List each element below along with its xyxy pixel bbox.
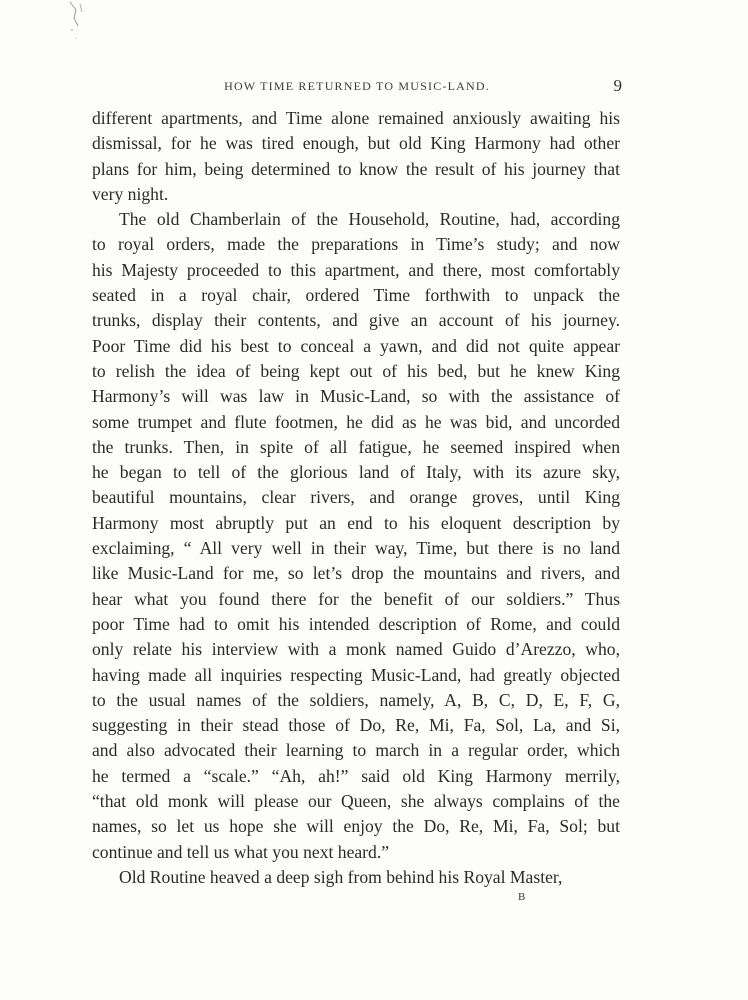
- running-head: [92, 76, 622, 96]
- text-line: Harmony’s will was law in Music-Land, so with the assistance of: [92, 386, 620, 407]
- text-line: beautiful mountains, clear rivers, and orange groves, until King: [92, 487, 620, 508]
- text-line: he began to tell of the glorious land of Italy, with its azure sky,: [92, 462, 620, 483]
- text-line: the trunks. Then, in spite of all fatigue, he seemed inspired when: [92, 436, 620, 457]
- text-line: having made all inquiries respecting Music-Land, had greatly objected: [92, 664, 620, 685]
- text-line: Poor Time did his best to conceal a yawn, and did not quite appear: [92, 335, 620, 356]
- text-line: only relate his interview with a monk named Guido d’Arezzo, who,: [92, 639, 620, 660]
- text-line: very night.: [92, 183, 169, 204]
- text-line: poor Time had to omit his intended description of Rome, and could: [92, 613, 620, 634]
- paragraph: [92, 106, 620, 207]
- page-number: 9: [613, 76, 622, 95]
- running-title: HOW TIME RETURNED TO MUSIC-LAND.: [224, 79, 490, 93]
- text-line: Harmony most abruptly put an end to his eloquent description by: [92, 512, 620, 533]
- signature-mark: B: [518, 891, 527, 903]
- text-line: to the usual names of the soldiers, namely, A, B, C, D, E, F, G,: [92, 689, 620, 710]
- text-line: dismissal, for he was tired enough, but old King Harmony had other: [92, 133, 620, 154]
- text-line: hear what you found there for the benefit of our soldiers.” Thus: [92, 588, 620, 609]
- text-line: names, so let us hope she will enjoy the Do, Re, Mi, Fa, Sol; but: [92, 816, 620, 837]
- text-line: like Music-Land for me, so let’s drop the mountains and rivers, and: [92, 563, 620, 584]
- text-line: different apartments, and Time alone remained anxiously awaiting his: [92, 108, 620, 128]
- paragraph: [92, 207, 620, 865]
- text-line: trunks, display their contents, and give an account of his journey.: [92, 310, 620, 331]
- paragraph: [92, 865, 620, 890]
- text-line: his Majesty proceeded to this apartment, and there, most comfortably: [92, 259, 620, 280]
- text-line: suggesting in their stead those of Do, Re, Mi, Fa, Sol, La, and Si,: [92, 715, 620, 736]
- scan-blemish-icon: [62, 0, 92, 45]
- text-line: exclaiming, “ All very well in their way, Time, but there is no land: [92, 538, 620, 559]
- body-text: [92, 106, 620, 890]
- text-line: some trumpet and flute footmen, he did as he was bid, and uncorded: [92, 411, 620, 432]
- text-line: he termed a “scale.” “Ah, ah!” said old King Harmony merrily,: [92, 765, 620, 786]
- text-line: The old Chamberlain of the Household, Routine, had, according: [119, 209, 620, 230]
- text-line: to royal orders, made the preparations in Time’s study; and now: [92, 234, 620, 255]
- text-line: and also advocated their learning to march in a regular order, which: [92, 740, 620, 761]
- text-line: plans for him, being determined to know the result of his journey that: [92, 158, 620, 179]
- text-line: to relish the idea of being kept out of his bed, but he knew King: [92, 360, 620, 381]
- text-line: Old Routine heaved a deep sigh from behind his Royal Master,: [119, 866, 563, 887]
- text-line: “that old monk will please our Queen, she always complains of the: [92, 791, 620, 812]
- text-line: continue and tell us what you next heard.”: [92, 841, 390, 862]
- text-line: seated in a royal chair, ordered Time forthwith to unpack the: [92, 285, 620, 306]
